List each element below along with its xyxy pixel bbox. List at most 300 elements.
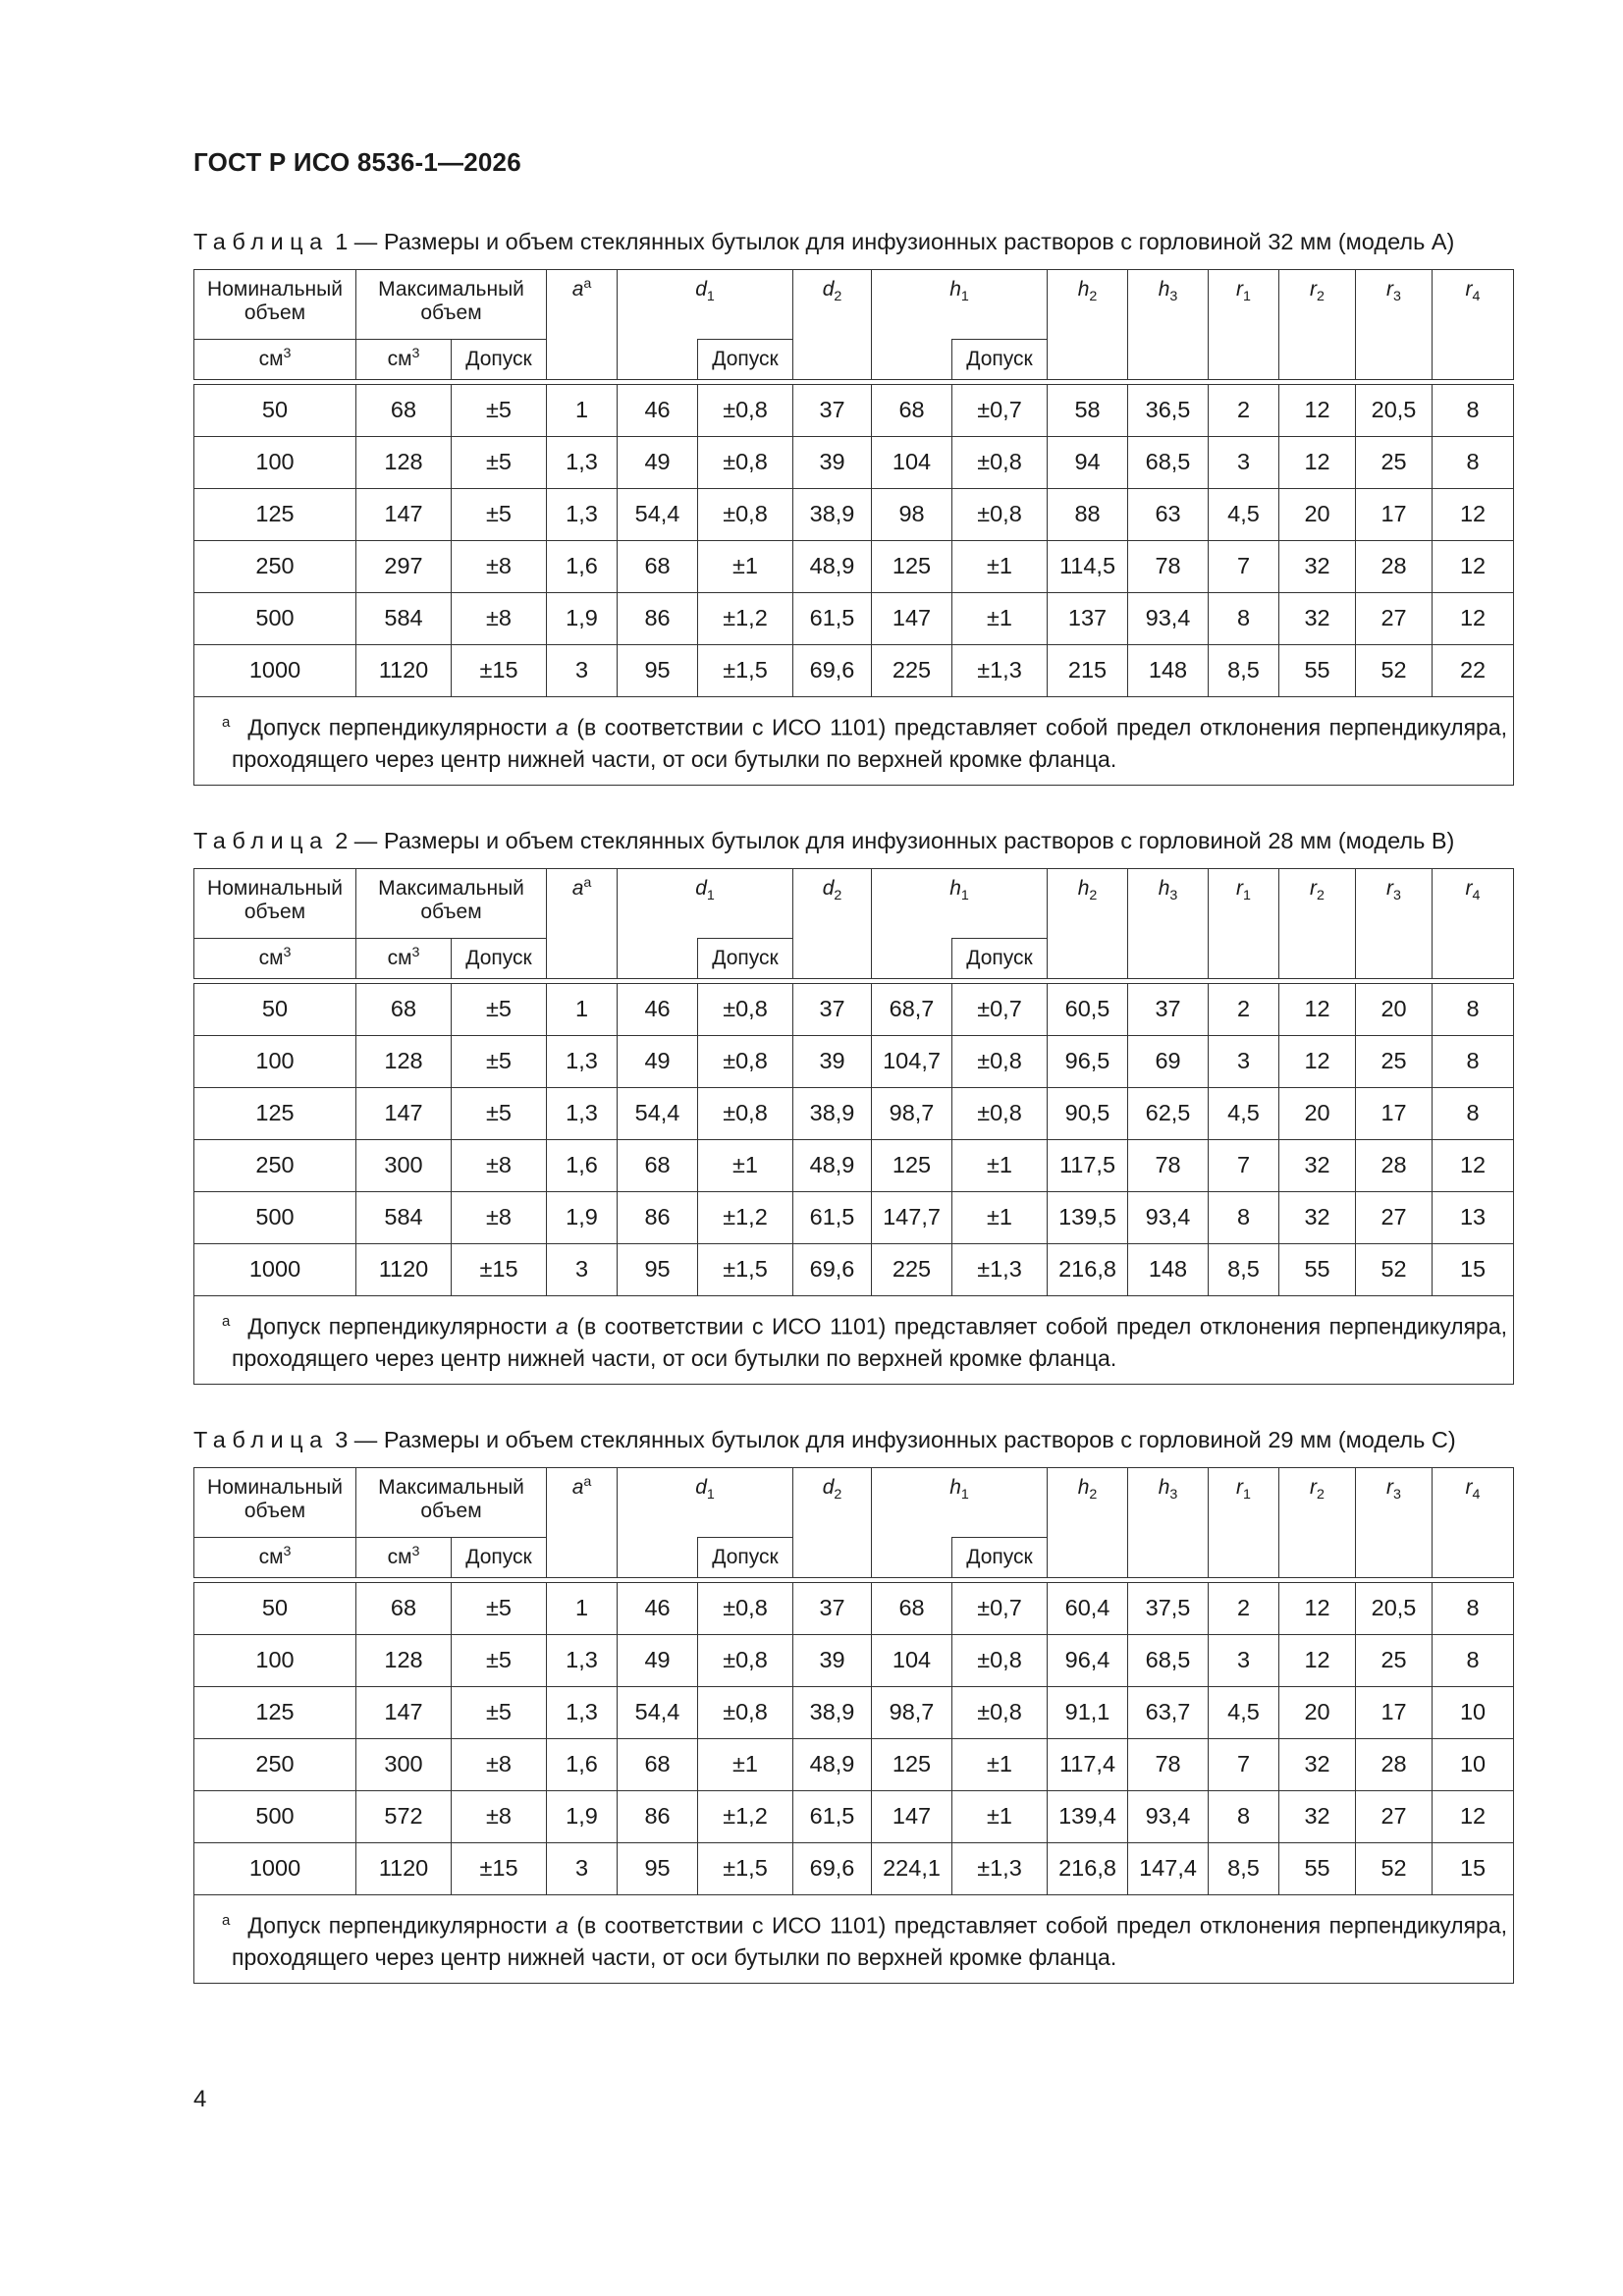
table-cell: ±1: [952, 541, 1048, 593]
table-cell: 61,5: [793, 593, 872, 645]
table-cell: 4,5: [1209, 489, 1279, 541]
table-cell: 96,4: [1048, 1635, 1128, 1687]
table-cell: 68: [356, 385, 452, 437]
col-h1: $h_1$: [872, 869, 1048, 939]
table-cell: 125: [872, 1140, 952, 1192]
table-cell: 117,5: [1048, 1140, 1128, 1192]
table-cell: 125: [872, 1739, 952, 1791]
table-2-block: [193, 823, 1513, 1385]
table-cell: 46: [618, 984, 698, 1036]
table-cell: 91,1: [1048, 1687, 1128, 1739]
table-cell: 15: [1433, 1843, 1514, 1895]
table-cell: 38,9: [793, 1088, 872, 1140]
table-row: [194, 1036, 1514, 1088]
table-cell: ±1: [698, 1739, 793, 1791]
table-cell: 12: [1433, 1140, 1514, 1192]
dimensions-table: [193, 1467, 1514, 1984]
table-row: [194, 1635, 1514, 1687]
table-cell: 10: [1433, 1739, 1514, 1791]
table-cell: 8: [1209, 593, 1279, 645]
table-cell: 3: [1209, 437, 1279, 489]
table-cell: 17: [1356, 489, 1433, 541]
table-cell: 61,5: [793, 1192, 872, 1244]
table-caption: Таблица 3 — Размеры и объем стеклянных бутылок для инфузионных растворов с горловиной 29 мм (модель С): [193, 1427, 1456, 1452]
table-row: [194, 1739, 1514, 1791]
table-cell: 12: [1433, 593, 1514, 645]
col-nominal: Номинальный объем: [194, 1468, 356, 1538]
table-cell: 60,4: [1048, 1583, 1128, 1635]
table-cell: 49: [618, 1036, 698, 1088]
table-cell: ±0,8: [952, 1088, 1048, 1140]
table-cell: ±1: [952, 1739, 1048, 1791]
table-cell: ±8: [452, 1192, 547, 1244]
table-cell: ±1,2: [698, 1791, 793, 1843]
col-r2: $r_2$: [1279, 869, 1356, 939]
table-cell: 147: [356, 1088, 452, 1140]
table-cell: ±0,8: [698, 984, 793, 1036]
table-cell: 8: [1433, 1088, 1514, 1140]
table-cell: ±5: [452, 437, 547, 489]
table-cell: 78: [1128, 541, 1209, 593]
table-cell: 69: [1128, 1036, 1209, 1088]
table-cell: 10: [1433, 1687, 1514, 1739]
table-cell: 32: [1279, 541, 1356, 593]
table-cell: 8: [1433, 1036, 1514, 1088]
table-cell: 7: [1209, 541, 1279, 593]
table-cell: ±0,8: [952, 489, 1048, 541]
table-cell: 55: [1279, 1843, 1356, 1895]
table-cell: 584: [356, 1192, 452, 1244]
table-cell: 13: [1433, 1192, 1514, 1244]
table-cell: ±15: [452, 645, 547, 697]
tol-maximum: Допуск: [452, 1538, 547, 1578]
table-cell: 37: [793, 385, 872, 437]
col-d2: $d_2$: [793, 1468, 872, 1538]
col-d1: $d_1$: [618, 270, 793, 340]
table-cell: 100: [194, 437, 356, 489]
table-cell: 2: [1209, 385, 1279, 437]
col-r4: $r_4$: [1433, 1468, 1514, 1538]
table-cell: 63,7: [1128, 1687, 1209, 1739]
table-cell: 139,4: [1048, 1791, 1128, 1843]
table-cell: ±1,3: [952, 1244, 1048, 1296]
table-cell: 8: [1433, 437, 1514, 489]
table-cell: 68: [618, 541, 698, 593]
unit-maximum: $см^3$: [356, 340, 452, 380]
table-cell: ±0,7: [952, 1583, 1048, 1635]
table-cell: 7: [1209, 1140, 1279, 1192]
table-cell: 37: [793, 984, 872, 1036]
table-cell: ±0,8: [698, 1088, 793, 1140]
table-cell: 1,3: [547, 1036, 618, 1088]
table-cell: 52: [1356, 1244, 1433, 1296]
table-cell: ±0,8: [698, 1036, 793, 1088]
document-header: ГОСТ Р ИСО 8536-1—2026: [193, 147, 521, 177]
table-cell: 20: [1279, 489, 1356, 541]
table-cell: 50: [194, 385, 356, 437]
table-cell: ±8: [452, 593, 547, 645]
col-r2: $r_2$: [1279, 1468, 1356, 1538]
table-cell: 20: [1279, 1687, 1356, 1739]
table-cell: 1,6: [547, 541, 618, 593]
table-cell: 1120: [356, 1843, 452, 1895]
table-cell: 32: [1279, 1791, 1356, 1843]
table-cell: 69,6: [793, 1244, 872, 1296]
table-cell: 584: [356, 593, 452, 645]
table-cell: 55: [1279, 1244, 1356, 1296]
table-cell: ±1: [698, 541, 793, 593]
col-r4: $r_4$: [1433, 869, 1514, 939]
tol-maximum: Допуск: [452, 939, 547, 979]
table-cell: 148: [1128, 1244, 1209, 1296]
table-cell: 68: [618, 1739, 698, 1791]
table-cell: 128: [356, 1036, 452, 1088]
table-cell: 114,5: [1048, 541, 1128, 593]
table-cell: ±5: [452, 1687, 547, 1739]
table-cell: ±1,2: [698, 593, 793, 645]
table-cell: 37: [1128, 984, 1209, 1036]
tol-maximum: Допуск: [452, 340, 547, 380]
table-cell: 8: [1433, 984, 1514, 1036]
table-cell: 63: [1128, 489, 1209, 541]
col-r4: $r_4$: [1433, 270, 1514, 340]
table-cell: 225: [872, 645, 952, 697]
table-cell: 1,6: [547, 1140, 618, 1192]
col-h3: $h_3$: [1128, 1468, 1209, 1538]
table-cell: 1: [547, 1583, 618, 1635]
table-cell: 95: [618, 645, 698, 697]
table-row: [194, 984, 1514, 1036]
table-cell: 49: [618, 1635, 698, 1687]
table-cell: 1,6: [547, 1739, 618, 1791]
table-cell: ±1,2: [698, 1192, 793, 1244]
table-cell: 8: [1209, 1192, 1279, 1244]
table-cell: 125: [194, 1088, 356, 1140]
table-cell: 1,9: [547, 1791, 618, 1843]
col-h3: $h_3$: [1128, 869, 1209, 939]
table-cell: 147: [872, 1791, 952, 1843]
table-cell: 148: [1128, 645, 1209, 697]
tol-h1: Допуск: [952, 939, 1048, 979]
table-row: [194, 541, 1514, 593]
table-cell: 8: [1433, 1583, 1514, 1635]
table-cell: 52: [1356, 1843, 1433, 1895]
table-cell: ±15: [452, 1843, 547, 1895]
table-cell: 147: [356, 489, 452, 541]
table-cell: 1: [547, 385, 618, 437]
table-row: [194, 1791, 1514, 1843]
table-cell: ±1,5: [698, 645, 793, 697]
table-cell: 216,8: [1048, 1244, 1128, 1296]
table-cell: 225: [872, 1244, 952, 1296]
table-cell: 1,3: [547, 1635, 618, 1687]
table-cell: 93,4: [1128, 1192, 1209, 1244]
table-cell: 12: [1433, 489, 1514, 541]
table-cell: 8: [1433, 385, 1514, 437]
table-cell: 88: [1048, 489, 1128, 541]
table-cell: 500: [194, 1791, 356, 1843]
table-cell: 250: [194, 1739, 356, 1791]
col-a: $a^a$: [547, 270, 618, 340]
table-cell: 3: [1209, 1635, 1279, 1687]
table-cell: 39: [793, 1036, 872, 1088]
dimensions-table: [193, 269, 1514, 786]
table-cell: 1,9: [547, 1192, 618, 1244]
table-cell: ±5: [452, 1635, 547, 1687]
table-cell: ±5: [452, 1583, 547, 1635]
table-cell: ±8: [452, 1739, 547, 1791]
table-row: [194, 1192, 1514, 1244]
col-nominal: Номинальный объем: [194, 869, 356, 939]
table-cell: 1000: [194, 1244, 356, 1296]
table-cell: ±1: [952, 1192, 1048, 1244]
table-cell: ±1: [952, 1791, 1048, 1843]
table-cell: 128: [356, 437, 452, 489]
col-d2: $d_2$: [793, 270, 872, 340]
unit-nominal: $см^3$: [194, 1538, 356, 1578]
table-cell: 49: [618, 437, 698, 489]
table-cell: 55: [1279, 645, 1356, 697]
table-cell: ±15: [452, 1244, 547, 1296]
col-a: $a^a$: [547, 1468, 618, 1538]
table-cell: ±0,8: [698, 1687, 793, 1739]
table-cell: ±1,5: [698, 1244, 793, 1296]
col-h1: $h_1$: [872, 270, 1048, 340]
table-cell: 104,7: [872, 1036, 952, 1088]
table-cell: ±0,8: [952, 1687, 1048, 1739]
table-cell: ±0,8: [698, 489, 793, 541]
table-cell: 216,8: [1048, 1843, 1128, 1895]
table-cell: 147: [356, 1687, 452, 1739]
table-cell: 95: [618, 1843, 698, 1895]
table-cell: 25: [1356, 1036, 1433, 1088]
table-cell: 1,3: [547, 1687, 618, 1739]
table-cell: 104: [872, 437, 952, 489]
table-cell: 1,9: [547, 593, 618, 645]
table-cell: 300: [356, 1140, 452, 1192]
table-cell: 7: [1209, 1739, 1279, 1791]
table-cell: 54,4: [618, 489, 698, 541]
table-cell: 104: [872, 1635, 952, 1687]
tol-d1: Допуск: [698, 939, 793, 979]
table-cell: 1000: [194, 1843, 356, 1895]
col-h3: $h_3$: [1128, 270, 1209, 340]
table-cell: 68: [356, 1583, 452, 1635]
table-1-block: [193, 224, 1513, 786]
table-cell: 300: [356, 1739, 452, 1791]
table-cell: 69,6: [793, 1843, 872, 1895]
table-cell: 48,9: [793, 1140, 872, 1192]
table-cell: 4,5: [1209, 1088, 1279, 1140]
table-cell: 125: [194, 489, 356, 541]
table-cell: 100: [194, 1036, 356, 1088]
table-cell: 38,9: [793, 1687, 872, 1739]
table-cell: 117,4: [1048, 1739, 1128, 1791]
col-d1: $d_1$: [618, 1468, 793, 1538]
table-cell: 2: [1209, 1583, 1279, 1635]
table-cell: 27: [1356, 1791, 1433, 1843]
table-cell: 98,7: [872, 1687, 952, 1739]
table-cell: ±1: [952, 593, 1048, 645]
table-cell: 68,5: [1128, 437, 1209, 489]
table-cell: 60,5: [1048, 984, 1128, 1036]
table-cell: 297: [356, 541, 452, 593]
table-cell: ±0,8: [952, 437, 1048, 489]
table-cell: 12: [1279, 1583, 1356, 1635]
table-cell: 68: [356, 984, 452, 1036]
col-maximum: Максимальный объем: [356, 1468, 547, 1538]
col-r1: $r_1$: [1209, 1468, 1279, 1538]
table-cell: 12: [1279, 1635, 1356, 1687]
table-cell: 22: [1433, 645, 1514, 697]
table-cell: 1,3: [547, 437, 618, 489]
unit-maximum: $см^3$: [356, 939, 452, 979]
col-r3: $r_3$: [1356, 869, 1433, 939]
col-h2: $h_2$: [1048, 869, 1128, 939]
table-cell: 50: [194, 984, 356, 1036]
table-cell: 27: [1356, 1192, 1433, 1244]
table-cell: ±0,8: [698, 437, 793, 489]
table-cell: 12: [1279, 385, 1356, 437]
table-cell: 8: [1209, 1791, 1279, 1843]
table-cell: 224,1: [872, 1843, 952, 1895]
col-r1: $r_1$: [1209, 270, 1279, 340]
table-cell: 100: [194, 1635, 356, 1687]
table-cell: 12: [1279, 984, 1356, 1036]
table-cell: 50: [194, 1583, 356, 1635]
table-3-block: [193, 1422, 1513, 1984]
table-cell: 32: [1279, 593, 1356, 645]
table-cell: ±0,8: [698, 1635, 793, 1687]
table-cell: 17: [1356, 1088, 1433, 1140]
col-r3: $r_3$: [1356, 270, 1433, 340]
table-cell: 46: [618, 385, 698, 437]
tol-d1: Допуск: [698, 340, 793, 380]
table-cell: 8: [1433, 1635, 1514, 1687]
table-row: [194, 1244, 1514, 1296]
col-r1: $r_1$: [1209, 869, 1279, 939]
table-cell: 20,5: [1356, 385, 1433, 437]
table-cell: 572: [356, 1791, 452, 1843]
table-cell: ±5: [452, 1036, 547, 1088]
tol-h1: Допуск: [952, 1538, 1048, 1578]
table-cell: 1000: [194, 645, 356, 697]
table-caption: Таблица 2 — Размеры и объем стеклянных бутылок для инфузионных растворов с горловиной 28 мм (модель В): [193, 828, 1455, 853]
table-cell: 86: [618, 1791, 698, 1843]
table-row: [194, 489, 1514, 541]
table-cell: 46: [618, 1583, 698, 1635]
table-row: [194, 437, 1514, 489]
table-row: [194, 1843, 1514, 1895]
unit-nominal: $см^3$: [194, 340, 356, 380]
table-cell: 125: [194, 1687, 356, 1739]
col-r2: $r_2$: [1279, 270, 1356, 340]
table-cell: 1,3: [547, 489, 618, 541]
table-cell: 500: [194, 593, 356, 645]
table-cell: 93,4: [1128, 593, 1209, 645]
table-cell: 8,5: [1209, 1244, 1279, 1296]
col-maximum: Максимальный объем: [356, 270, 547, 340]
table-cell: 95: [618, 1244, 698, 1296]
col-h2: $h_2$: [1048, 1468, 1128, 1538]
table-cell: 28: [1356, 1140, 1433, 1192]
table-cell: 78: [1128, 1739, 1209, 1791]
table-cell: 54,4: [618, 1088, 698, 1140]
table-footnote: $^a$ Допуск перпендикулярности a (в соответствии с ИСО 1101) представляет собой предел отклонения перпендикуляра, проходящего через центр нижней части, от оси бутылки по верхней кромке фланца.: [194, 697, 1514, 786]
table-cell: ±0,7: [952, 385, 1048, 437]
col-h2: $h_2$: [1048, 270, 1128, 340]
tol-h1: Допуск: [952, 340, 1048, 380]
table-cell: 78: [1128, 1140, 1209, 1192]
table-cell: 58: [1048, 385, 1128, 437]
table-cell: 4,5: [1209, 1687, 1279, 1739]
table-cell: 20: [1356, 984, 1433, 1036]
dimensions-table: [193, 868, 1514, 1385]
table-cell: 48,9: [793, 541, 872, 593]
table-cell: 25: [1356, 437, 1433, 489]
table-cell: 93,4: [1128, 1791, 1209, 1843]
table-cell: 215: [1048, 645, 1128, 697]
table-cell: 2: [1209, 984, 1279, 1036]
table-caption: Таблица 1 — Размеры и объем стеклянных бутылок для инфузионных растворов с горловиной 32 мм (модель А): [193, 229, 1455, 254]
table-cell: ±0,8: [698, 1583, 793, 1635]
table-cell: 12: [1433, 541, 1514, 593]
table-cell: 8,5: [1209, 645, 1279, 697]
table-cell: 125: [872, 541, 952, 593]
table-cell: 20: [1279, 1088, 1356, 1140]
table-cell: ±1,5: [698, 1843, 793, 1895]
table-cell: 62,5: [1128, 1088, 1209, 1140]
table-cell: 68,5: [1128, 1635, 1209, 1687]
table-cell: 500: [194, 1192, 356, 1244]
table-cell: ±0,8: [952, 1635, 1048, 1687]
table-cell: 12: [1279, 1036, 1356, 1088]
table-cell: 250: [194, 1140, 356, 1192]
table-cell: 32: [1279, 1140, 1356, 1192]
table-cell: 54,4: [618, 1687, 698, 1739]
unit-nominal: $см^3$: [194, 939, 356, 979]
table-cell: ±5: [452, 984, 547, 1036]
table-cell: 52: [1356, 645, 1433, 697]
table-row: [194, 1088, 1514, 1140]
table-row: [194, 593, 1514, 645]
table-cell: 28: [1356, 1739, 1433, 1791]
table-cell: ±0,8: [952, 1036, 1048, 1088]
table-cell: 3: [1209, 1036, 1279, 1088]
table-cell: 15: [1433, 1244, 1514, 1296]
col-maximum: Максимальный объем: [356, 869, 547, 939]
table-row: [194, 1583, 1514, 1635]
table-cell: 3: [547, 645, 618, 697]
table-cell: 39: [793, 437, 872, 489]
table-cell: 32: [1279, 1739, 1356, 1791]
table-cell: 86: [618, 1192, 698, 1244]
table-cell: 137: [1048, 593, 1128, 645]
table-cell: ±0,7: [952, 984, 1048, 1036]
table-cell: 68: [872, 385, 952, 437]
table-cell: 17: [1356, 1687, 1433, 1739]
table-cell: 68,7: [872, 984, 952, 1036]
table-cell: ±5: [452, 385, 547, 437]
col-nominal: Номинальный объем: [194, 270, 356, 340]
tol-d1: Допуск: [698, 1538, 793, 1578]
table-cell: 86: [618, 593, 698, 645]
table-cell: 37,5: [1128, 1583, 1209, 1635]
table-cell: 1,3: [547, 1088, 618, 1140]
table-cell: 68: [872, 1583, 952, 1635]
table-row: [194, 385, 1514, 437]
table-cell: ±1,3: [952, 1843, 1048, 1895]
